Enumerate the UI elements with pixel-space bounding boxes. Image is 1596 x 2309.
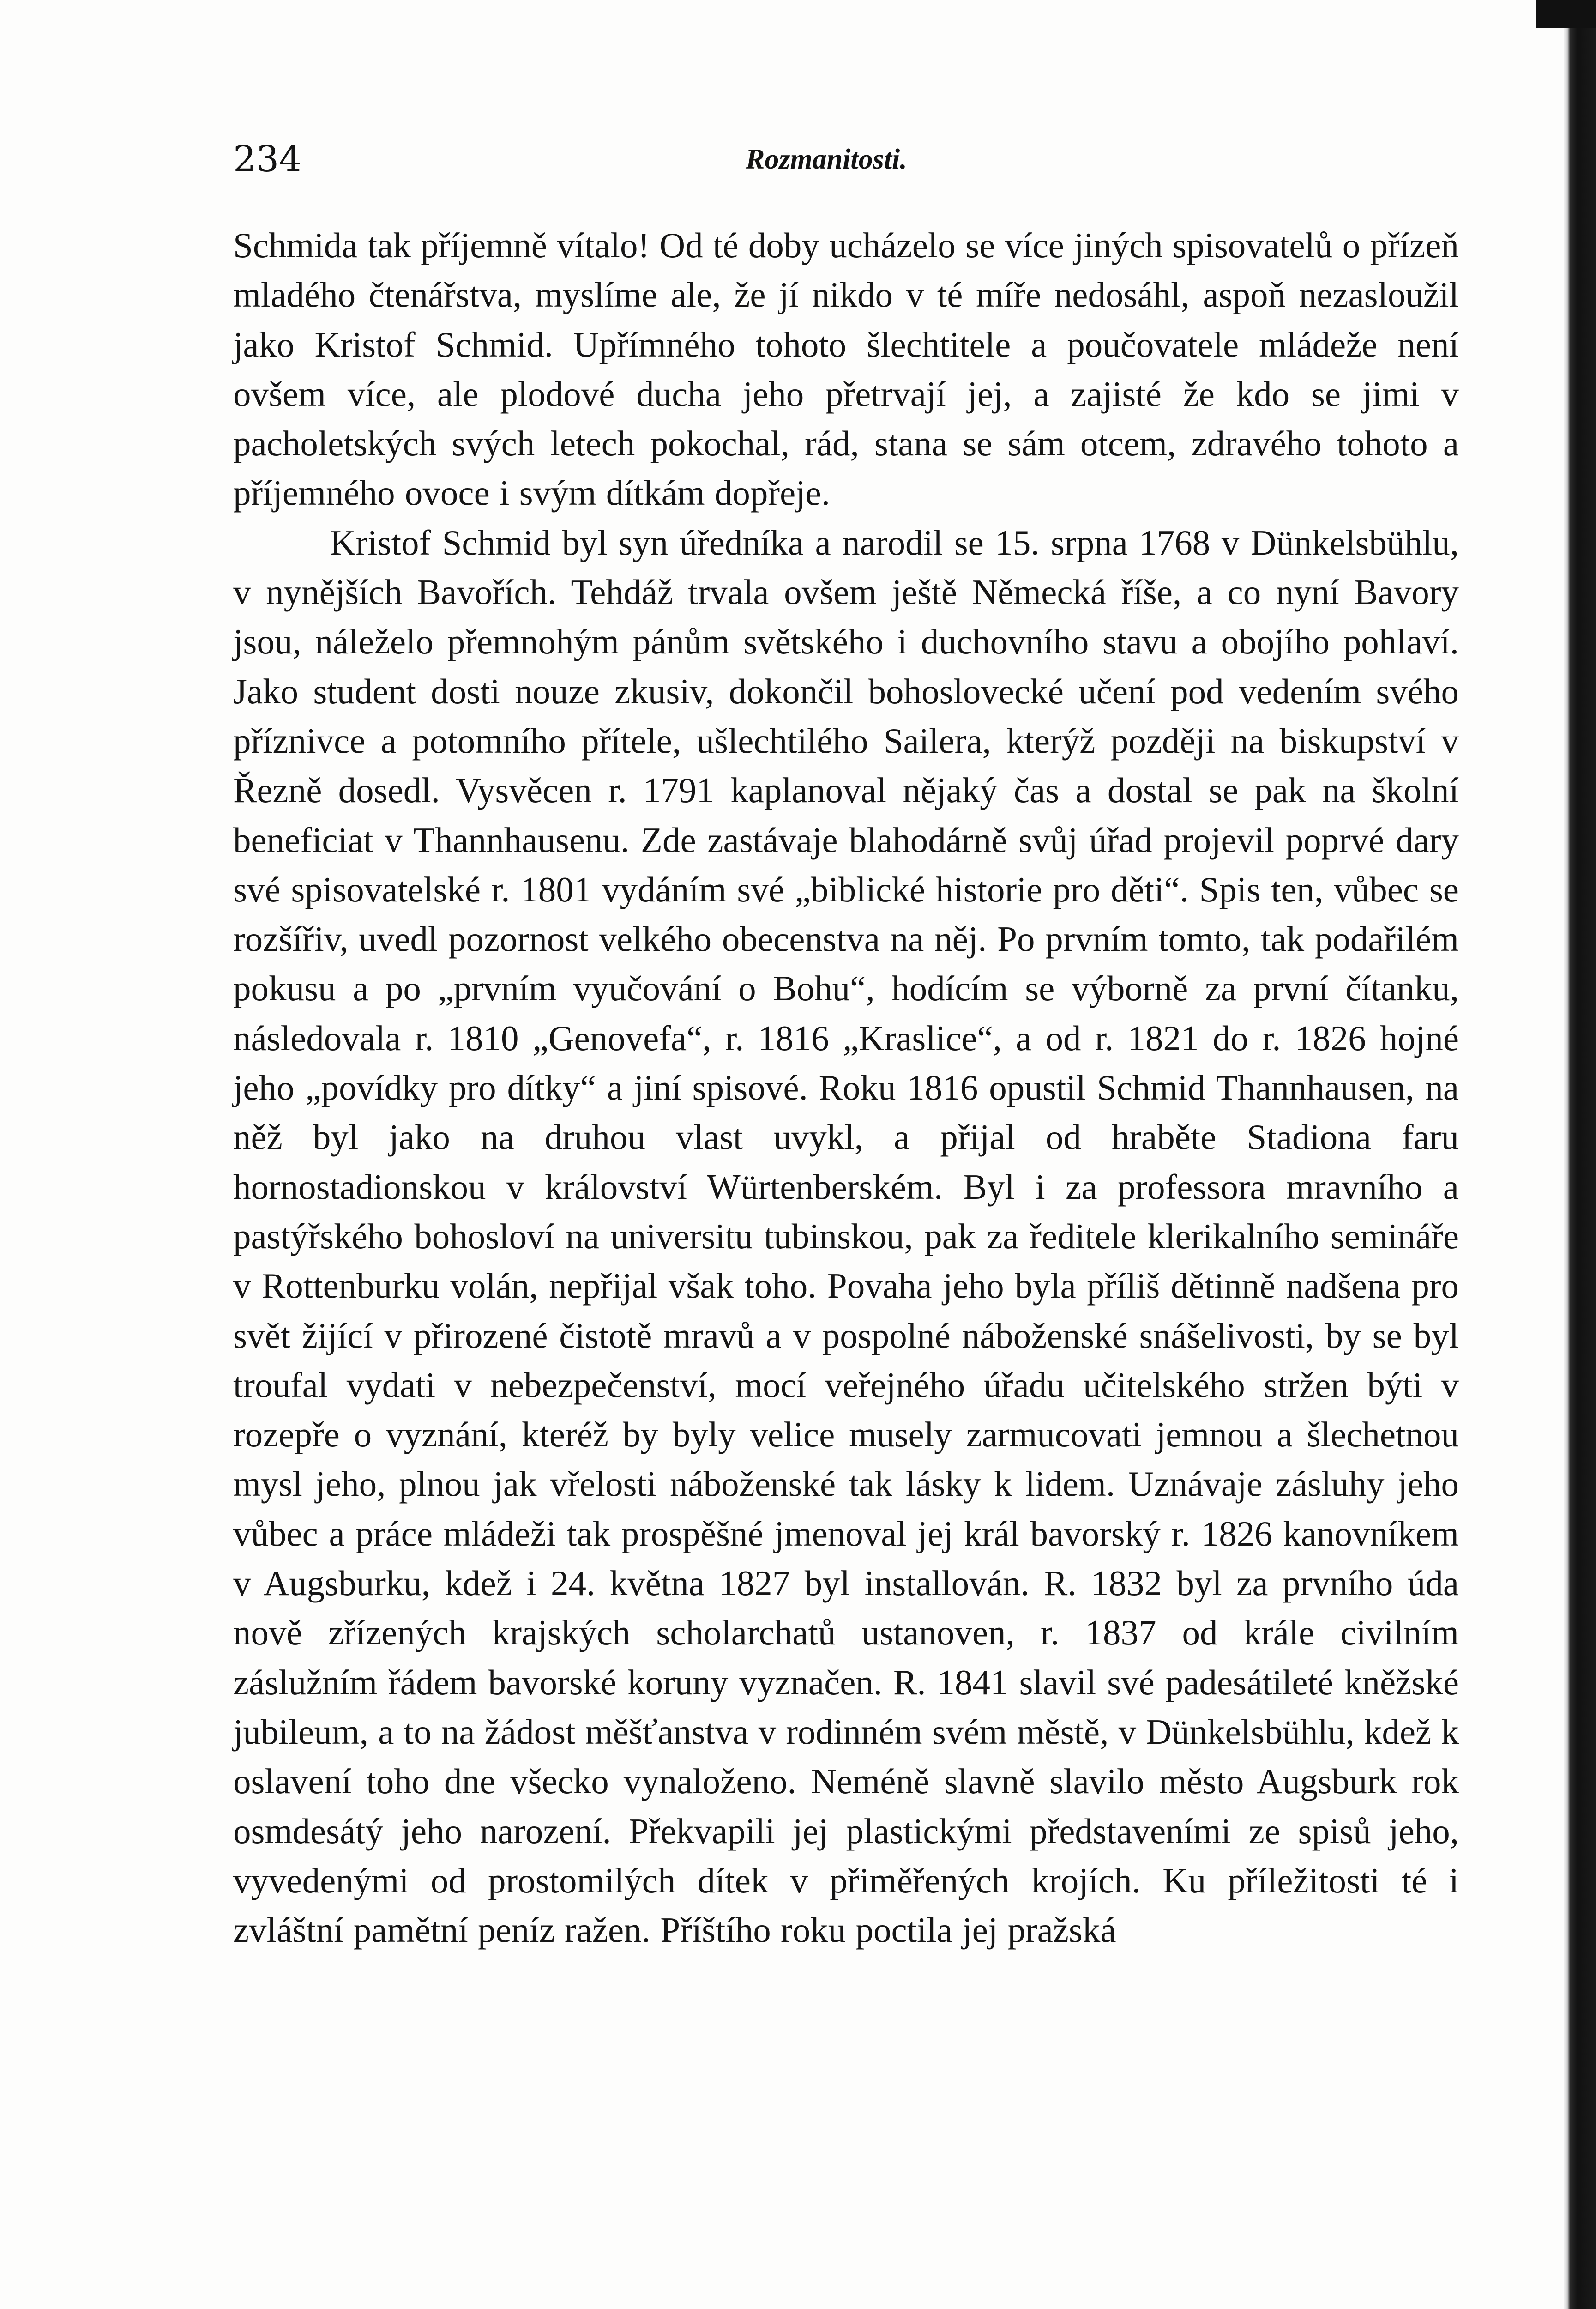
scan-border-corner xyxy=(1536,0,1596,28)
page-header xyxy=(233,139,1459,189)
paragraph-biography: Kristof Schmid byl syn úředníka a narodil se 15. srpna 1768 v Dünkelsbühlu, v nynějších Bavořích. Tehdáž trvala ovšem ještě Německá říše, a co nyní Bavory jsou, náleželo přemnohým pánům světského i duchovního stavu a obojího pohlaví. Jako student dosti nouze zkusiv, dokončil bohoslovecké učení pod vedením svého příznivce a potomního přítele, ušlechtilého Sailera, kterýž později na biskupství v Řezně dosedl. Vysvěcen r. 1791 kaplanoval nějaký čas a dostal se pak na školní beneficiat v Thannhausenu. Zde zastávaje blahodárně svůj úřad projevil poprvé dary své spisovatelské r. 1801 vydáním své „biblické historie pro děti“. Spis ten, vůbec se rozšířiv, uvedl pozornost velkého obecenstva na něj. Po prvním tomto, tak podařilém pokusu a po „prvním vyučování o Bohu“, hodícím se výborně za první čítanku, následovala r. 1810 „Genovefa“, r. 1816 „Kraslice“, a od r. 1821 do r. 1826 hojné jeho „povídky pro dítky“ a jiní spisové. Roku 1816 opustil Schmid Thannhausen, na něž byl jako na druhou vlast uvykl, a přijal od hraběte Stadiona faru hornostadionskou v království Würtenberském. Byl i za professora mravního a pastýřského bohosloví na universitu tubinskou, pak za ředitele klerikalního semináře v Rottenburku volán, nepřijal však toho. Povaha jeho byla příliš dětinně nadšena pro svět žijící v přirozené čistotě mravů a v pospolné náboženské snášelivosti, by se byl troufal vydati v nebezpečenství, mocí veřejného úřadu učitelského stržen býti v rozepře o vyznání, kteréž by byly velice musely zarmucovati jemnou a šlechetnou mysl jeho, plnou jak vřelosti náboženské tak lásky k lidem. Uznávaje zásluhy jeho vůbec a práce mládeži tak prospěšné jmenoval jej král bavorský r. 1826 kanovníkem v Augsburku, kdež i 24. května 1827 byl installován. R. 1832 byl za prvního úda nově zřízených krajských scholarchatů ustanoven, r. 1837 od krále civilním záslužním řádem bavorské koruny vyznačen. R. 1841 slavil své padesátileté kněžské jubileum, a to na žádost měšťanstva v rodinném svém městě, v Dünkelsbühlu, kdež k oslavení toho dne všecko vynaloženo. Neméně slavně slavilo město Augsburk rok osmdesátý jeho narození. Překvapili jej plastickými představeními ze spisů jeho, vyvedenými od prostomilých dítek v přiměřených krojích. Ku příležitosti té i zvláštní pamětní peníz ražen. Příštího roku poctila jej pražská xyxy=(233,522,1459,1950)
body-text xyxy=(233,221,1459,1955)
paragraph-continuation: Schmida tak příjemně vítalo! Od té doby ucházelo se více jiných spisovatelů o přízeň mladého čtenářstva, myslíme ale, že jí nikdo v té míře nedosáhl, aspoň nezasloužil jako Kristof Schmid. Upřímného tohoto šlechtitele a poučovatele mládeže není ovšem více, ale plodové ducha jeho přetrvají jej, a zajisté že kdo se jimi v pacholetských svých letech pokochal, rád, stana se sám otcem, zdravého tohoto a příjemného ovoce i svým dítkám dopřeje. xyxy=(233,225,1459,513)
page-number: 234 xyxy=(233,139,302,180)
scan-border xyxy=(1564,0,1596,2309)
running-title: Rozmanitosti. xyxy=(746,144,907,175)
